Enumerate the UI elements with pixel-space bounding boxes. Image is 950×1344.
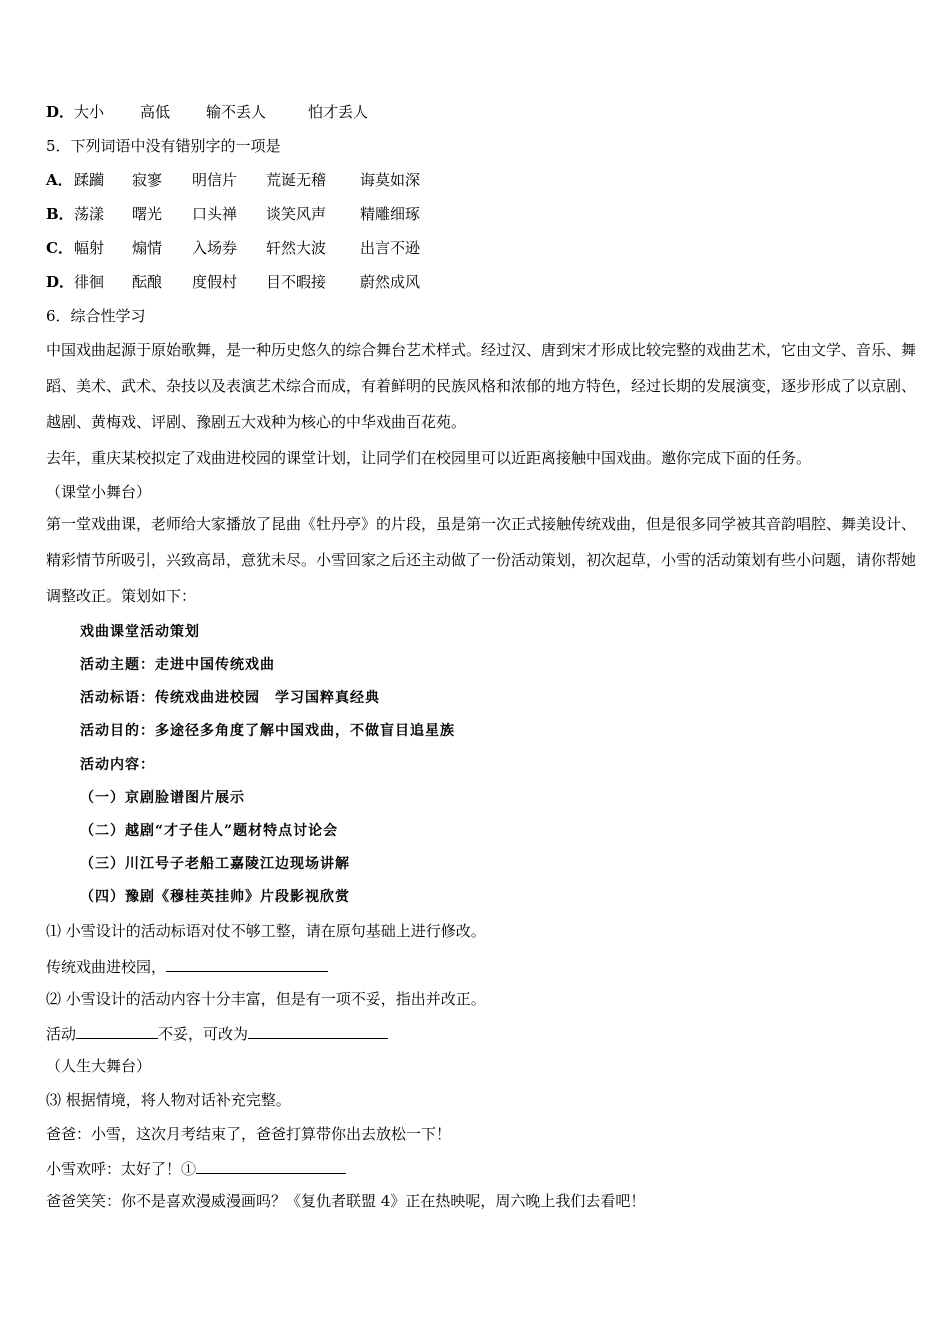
option-word: 幅射 bbox=[74, 239, 105, 257]
subquestion-1: ⑴ 小雪设计的活动标语对仗不够工整，请在原句基础上进行修改。 bbox=[46, 922, 486, 940]
option-word: 谈笑风声 bbox=[266, 205, 327, 223]
dialogue-line bbox=[46, 1157, 346, 1177]
option-label: A． bbox=[46, 171, 73, 189]
option-word: 煽情 bbox=[132, 239, 163, 257]
dialogue-line: 爸爸：小雪，这次月考结束了，爸爸打算带你出去放松一下！ bbox=[46, 1125, 452, 1143]
option-word: 口头禅 bbox=[192, 205, 238, 223]
option-word: 寂寥 bbox=[132, 171, 163, 189]
option-word: 诲莫如深 bbox=[360, 171, 421, 189]
answer-prefix: 传统戏曲进校园， bbox=[46, 958, 167, 976]
q4-option-d bbox=[46, 102, 368, 122]
option-word: 怕才丢人 bbox=[308, 103, 369, 121]
plan-content-label: 活动内容： bbox=[80, 757, 155, 773]
option-word: 出言不逊 bbox=[360, 239, 421, 257]
answer-blank[interactable] bbox=[196, 1157, 346, 1174]
option-label: D． bbox=[46, 103, 75, 121]
plan-theme: 活动主题：走进中国传统戏曲 bbox=[80, 657, 275, 673]
option-word: 徘徊 bbox=[74, 273, 105, 291]
section-classroom-stage: （课堂小舞台） bbox=[46, 483, 152, 501]
answer-blank[interactable] bbox=[248, 1022, 388, 1039]
q6-intro-paragraph: 中国戏曲起源于原始歌舞，是一种历史悠久的综合舞台艺术样式。经过汉、唐到宋才形成比较完整的戏曲艺术，它由文学、音乐、舞蹈、美术、武术、杂技以及表演艺术综合而成，有着鲜明的民族风格和浓郁的地方特色，经过长期的发展演变，逐步形成了以京剧、越剧、黄梅戏、评剧、豫剧五大戏种为核心的中华戏曲百花苑。 bbox=[46, 341, 917, 431]
plan-title: 戏曲课堂活动策划 bbox=[80, 624, 200, 640]
option-word: 明信片 bbox=[192, 171, 238, 189]
plan-item: （四）豫剧《穆桂英挂帅》片段影视欣赏 bbox=[80, 889, 350, 905]
option-word: 大小 bbox=[74, 103, 105, 121]
q5-option-d bbox=[46, 272, 420, 292]
q5-stem: 5．下列词语中没有错别字的一项是 bbox=[46, 137, 281, 155]
subquestion-2: ⑵ 小雪设计的活动内容十分丰富，但是有一项不妥，指出并改正。 bbox=[46, 990, 486, 1008]
subquestion-1-answer bbox=[46, 955, 328, 975]
plan-item: （三）川江号子老船工嘉陵江边现场讲解 bbox=[80, 856, 350, 872]
answer-blank[interactable] bbox=[76, 1022, 158, 1039]
q6-stem: 6．综合性学习 bbox=[46, 307, 146, 325]
q5-option-b bbox=[46, 204, 420, 224]
q6-task: 去年，重庆某校拟定了戏曲进校园的课堂计划，让同学们在校园里可以近距离接触中国戏曲。邀你完成下面的任务。 bbox=[46, 449, 812, 467]
option-word: 荡漾 bbox=[74, 205, 105, 223]
option-word: 入场券 bbox=[192, 239, 238, 257]
option-word: 轩然大波 bbox=[266, 239, 327, 257]
plan-item: （二）越剧“才子佳人”题材特点讨论会 bbox=[80, 823, 339, 839]
dialogue-text: 小雪欢呼：太好了！① bbox=[46, 1160, 197, 1178]
section-life-stage: （人生大舞台） bbox=[46, 1057, 152, 1075]
answer-text: 不妥，可改为 bbox=[158, 1025, 249, 1043]
option-word: 精雕细琢 bbox=[360, 205, 421, 223]
q5-option-c bbox=[46, 238, 420, 258]
option-word: 蹂躏 bbox=[74, 171, 105, 189]
option-label: D． bbox=[46, 273, 75, 291]
subquestion-3: ⑶ 根据情境，将人物对话补充完整。 bbox=[46, 1091, 291, 1109]
q5-option-a bbox=[46, 170, 420, 190]
option-label: C． bbox=[46, 239, 73, 257]
answer-text: 活动 bbox=[46, 1025, 77, 1043]
option-word: 度假村 bbox=[192, 273, 238, 291]
q6-passage: 第一堂戏曲课，老师给大家播放了昆曲《牡丹亭》的片段，虽是第一次正式接触传统戏曲，但是很多同学被其音韵唱腔、舞美设计、精彩情节所吸引，兴致高昂，意犹未尽。小雪回家之后还主动做了一份活动策划，初次起草，小雪的活动策划有些小问题，请你帮她调整改正。策划如下： bbox=[46, 515, 917, 605]
dialogue-line: 爸爸笑笑：你不是喜欢漫威漫画吗？《复仇者联盟 4》正在热映呢，周六晚上我们去看吧！ bbox=[46, 1192, 646, 1210]
option-word: 曙光 bbox=[132, 205, 163, 223]
plan-item: （一）京剧脸谱图片展示 bbox=[80, 790, 245, 806]
option-word: 高低 bbox=[140, 103, 171, 121]
plan-purpose: 活动目的：多途径多角度了解中国戏曲，不做盲目追星族 bbox=[80, 723, 455, 739]
option-label: B． bbox=[46, 205, 74, 223]
option-word: 荒诞无稽 bbox=[266, 171, 327, 189]
plan-slogan: 活动标语：传统戏曲进校园 学习国粹真经典 bbox=[80, 690, 380, 706]
option-word: 酝酿 bbox=[132, 273, 163, 291]
answer-blank[interactable] bbox=[166, 955, 328, 972]
option-word: 目不暇接 bbox=[266, 273, 327, 291]
option-word: 输不丢人 bbox=[206, 103, 267, 121]
option-word: 蔚然成风 bbox=[360, 273, 421, 291]
subquestion-2-answer bbox=[46, 1022, 388, 1042]
